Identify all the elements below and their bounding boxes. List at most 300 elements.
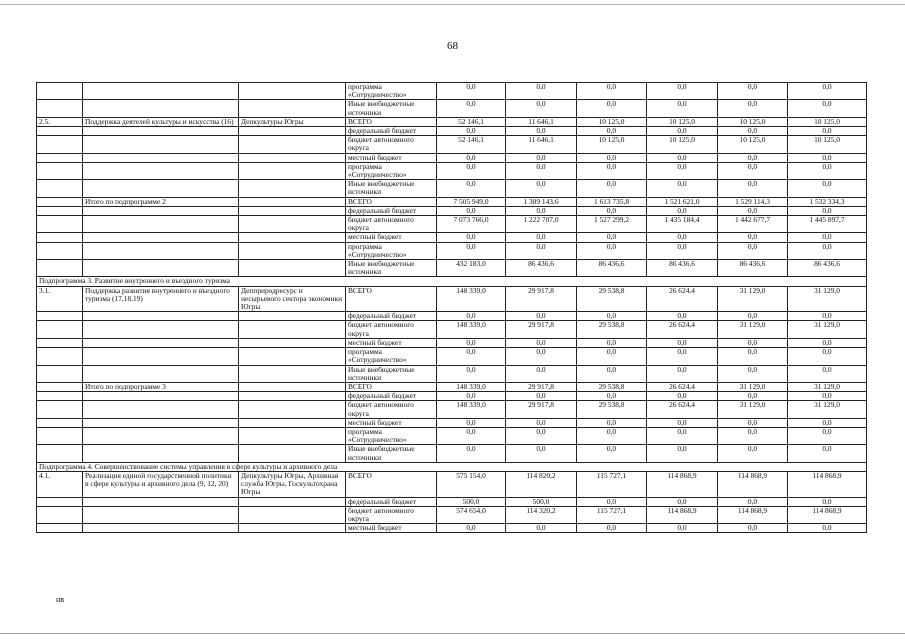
year-2019-cell: 0,0: [718, 180, 788, 197]
year-2019-cell: 31 129,0: [718, 286, 788, 312]
funding-source-cell: Иные внебюджетные источники: [346, 445, 437, 462]
table-row: [37, 127, 867, 136]
year-2016-cell: 0,0: [506, 427, 577, 444]
table-row: [37, 392, 867, 401]
year-2020-cell: 0,0: [788, 206, 867, 215]
year-2016-cell: 29 917,8: [506, 401, 577, 418]
year-2019-cell: 114 868,9: [718, 506, 788, 523]
year-2017-cell: 0,0: [577, 338, 647, 347]
responsible-cell: [239, 348, 346, 365]
funding-source-cell: Иные внебюджетные источники: [346, 180, 437, 197]
responsible-cell: [239, 162, 346, 179]
year-2017-cell: 0,0: [577, 348, 647, 365]
item-number-cell: [37, 100, 83, 117]
year-2020-cell: 0,0: [788, 392, 867, 401]
funding-source-cell: ВСЕГО: [346, 286, 437, 312]
activity-name-cell: [83, 180, 239, 197]
year-2016-cell: 11 646,1: [506, 117, 577, 126]
total-cell: 432 183,0: [437, 260, 506, 277]
activity-name-cell: [83, 100, 239, 117]
item-number-cell: [37, 197, 83, 206]
total-cell: 0,0: [437, 312, 506, 321]
year-2017-cell: 1 527 299,2: [577, 216, 647, 233]
activity-name-cell: [83, 260, 239, 277]
year-2020-cell: 0,0: [788, 524, 867, 533]
item-number-cell: [37, 127, 83, 136]
year-2020-cell: 0,0: [788, 348, 867, 365]
year-2017-cell: 10 125,0: [577, 136, 647, 153]
responsible-cell: [239, 401, 346, 418]
year-2017-cell: 29 538,8: [577, 286, 647, 312]
year-2019-cell: 0,0: [718, 445, 788, 462]
section-title: Подпрограмма 3. Развитие внутреннего и въездного туризма: [37, 277, 867, 286]
year-2020-cell: 10 125,0: [788, 136, 867, 153]
year-2017-cell: 0,0: [577, 83, 647, 100]
scan-edge-bottom: [0, 633, 905, 634]
year-2019-cell: 0,0: [718, 233, 788, 242]
year-2019-cell: 31 129,0: [718, 382, 788, 391]
total-cell: 0,0: [437, 162, 506, 179]
table-row: [37, 117, 867, 126]
year-2018-cell: 10 125,0: [647, 117, 718, 126]
table-row: [37, 445, 867, 462]
total-cell: 0,0: [437, 233, 506, 242]
item-number-cell: [37, 427, 83, 444]
funding-source-cell: программа «Сотрудничество»: [346, 83, 437, 100]
total-cell: 7 073 766,0: [437, 216, 506, 233]
year-2018-cell: 86 436,6: [647, 260, 718, 277]
year-2018-cell: 0,0: [647, 153, 718, 162]
year-2019-cell: 10 125,0: [718, 136, 788, 153]
total-cell: 52 146,1: [437, 136, 506, 153]
year-2018-cell: 0,0: [647, 392, 718, 401]
year-2018-cell: 26 624,4: [647, 286, 718, 312]
responsible-cell: Депкультуры Югры: [239, 117, 346, 126]
total-cell: 574 654,0: [437, 506, 506, 523]
total-cell: 0,0: [437, 427, 506, 444]
year-2018-cell: 0,0: [647, 180, 718, 197]
year-2018-cell: 114 868,9: [647, 506, 718, 523]
responsible-cell: [239, 206, 346, 215]
year-2020-cell: 0,0: [788, 242, 867, 259]
year-2018-cell: 0,0: [647, 127, 718, 136]
year-2020-cell: 0,0: [788, 233, 867, 242]
year-2017-cell: 86 436,6: [577, 260, 647, 277]
responsible-cell: Депприродресурс и несырьевого сектора экономики Югры: [239, 286, 346, 312]
activity-name-cell: [83, 427, 239, 444]
item-number-cell: [37, 401, 83, 418]
table-row: [37, 83, 867, 100]
year-2018-cell: 0,0: [647, 445, 718, 462]
table-row: [37, 471, 867, 497]
section-row: [37, 462, 867, 471]
year-2020-cell: 0,0: [788, 180, 867, 197]
year-2018-cell: 0,0: [647, 233, 718, 242]
year-2016-cell: 0,0: [506, 418, 577, 427]
activity-name-cell: [83, 497, 239, 506]
funding-source-cell: федеральный бюджет: [346, 392, 437, 401]
item-number-cell: 3.1.: [37, 286, 83, 312]
item-number-cell: 4.1.: [37, 471, 83, 497]
year-2018-cell: 0,0: [647, 338, 718, 347]
page-number: 68: [447, 40, 458, 52]
activity-name-cell: [83, 233, 239, 242]
item-number-cell: [37, 321, 83, 338]
responsible-cell: [239, 153, 346, 162]
table-row: [37, 524, 867, 533]
table-row: [37, 418, 867, 427]
year-2017-cell: 0,0: [577, 427, 647, 444]
activity-name-cell: [83, 506, 239, 523]
year-2020-cell: 31 129,0: [788, 382, 867, 391]
year-2016-cell: 1 309 143,6: [506, 197, 577, 206]
table-row: [37, 206, 867, 215]
footer-mark: нв: [56, 595, 65, 604]
activity-name-cell: [83, 216, 239, 233]
year-2017-cell: 0,0: [577, 153, 647, 162]
year-2019-cell: 1 442 677,7: [718, 216, 788, 233]
responsible-cell: [239, 392, 346, 401]
year-2020-cell: 0,0: [788, 127, 867, 136]
total-cell: 148 339,0: [437, 321, 506, 338]
total-cell: 148 339,0: [437, 382, 506, 391]
activity-name-cell: [83, 445, 239, 462]
year-2018-cell: 26 624,4: [647, 401, 718, 418]
year-2020-cell: 0,0: [788, 312, 867, 321]
item-number-cell: [37, 233, 83, 242]
funding-source-cell: ВСЕГО: [346, 197, 437, 206]
table-row: [37, 180, 867, 197]
total-cell: 500,0: [437, 497, 506, 506]
year-2019-cell: 1 529 114,3: [718, 197, 788, 206]
total-cell: 0,0: [437, 392, 506, 401]
item-number-cell: [37, 180, 83, 197]
table-row: [37, 136, 867, 153]
total-cell: 0,0: [437, 418, 506, 427]
year-2016-cell: 114 320,2: [506, 506, 577, 523]
year-2020-cell: 1 532 334,3: [788, 197, 867, 206]
year-2020-cell: 0,0: [788, 497, 867, 506]
year-2019-cell: 0,0: [718, 348, 788, 365]
item-number-cell: [37, 312, 83, 321]
year-2019-cell: 10 125,0: [718, 117, 788, 126]
responsible-cell: [239, 321, 346, 338]
item-number-cell: [37, 242, 83, 259]
year-2018-cell: 0,0: [647, 100, 718, 117]
item-number-cell: [37, 206, 83, 215]
funding-source-cell: Иные внебюджетные источники: [346, 260, 437, 277]
responsible-cell: [239, 506, 346, 523]
year-2018-cell: 0,0: [647, 242, 718, 259]
table-row: [37, 321, 867, 338]
item-number-cell: [37, 260, 83, 277]
activity-name-cell: [83, 418, 239, 427]
funding-source-cell: местный бюджет: [346, 233, 437, 242]
table-row: [37, 497, 867, 506]
year-2016-cell: 29 917,8: [506, 321, 577, 338]
item-number-cell: [37, 445, 83, 462]
total-cell: 148 339,0: [437, 401, 506, 418]
year-2016-cell: 29 917,8: [506, 286, 577, 312]
table-row: [37, 162, 867, 179]
funding-source-cell: федеральный бюджет: [346, 497, 437, 506]
item-number-cell: [37, 506, 83, 523]
year-2017-cell: 0,0: [577, 127, 647, 136]
funding-source-cell: ВСЕГО: [346, 382, 437, 391]
activity-name-cell: [83, 392, 239, 401]
activity-name-cell: Реализация единой государственной политики в сфере культуры и архивного дела (9, 12, 20): [83, 471, 239, 497]
item-number-cell: 2.5.: [37, 117, 83, 126]
total-cell: 0,0: [437, 100, 506, 117]
activity-name-cell: Итого по подпрограмме 3: [83, 382, 239, 391]
year-2019-cell: 114 868,9: [718, 471, 788, 497]
year-2016-cell: 0,0: [506, 206, 577, 215]
table-row: [37, 233, 867, 242]
activity-name-cell: [83, 136, 239, 153]
year-2019-cell: 0,0: [718, 242, 788, 259]
funding-source-cell: бюджет автономного округа: [346, 136, 437, 153]
year-2019-cell: 86 436,6: [718, 260, 788, 277]
table-row: [37, 153, 867, 162]
funding-source-cell: местный бюджет: [346, 418, 437, 427]
activity-name-cell: [83, 321, 239, 338]
responsible-cell: [239, 127, 346, 136]
year-2020-cell: 114 868,9: [788, 471, 867, 497]
funding-source-cell: ВСЕГО: [346, 117, 437, 126]
year-2020-cell: 1 445 897,7: [788, 216, 867, 233]
year-2019-cell: 0,0: [718, 83, 788, 100]
year-2020-cell: 31 129,0: [788, 401, 867, 418]
year-2018-cell: 1 521 621,0: [647, 197, 718, 206]
year-2020-cell: 31 129,0: [788, 286, 867, 312]
responsible-cell: Депкультуры Югры, Архивная служба Югры, Госкультохрана Югры: [239, 471, 346, 497]
activity-name-cell: Итого по подпрограмме 2: [83, 197, 239, 206]
responsible-cell: [239, 233, 346, 242]
table-row: [37, 260, 867, 277]
year-2020-cell: 0,0: [788, 153, 867, 162]
year-2017-cell: 115 727,1: [577, 471, 647, 497]
total-cell: 0,0: [437, 348, 506, 365]
year-2017-cell: 0,0: [577, 162, 647, 179]
table-row: [37, 100, 867, 117]
funding-source-cell: бюджет автономного округа: [346, 506, 437, 523]
year-2016-cell: 0,0: [506, 392, 577, 401]
activity-name-cell: [83, 83, 239, 100]
year-2016-cell: 0,0: [506, 127, 577, 136]
year-2019-cell: 31 129,0: [718, 401, 788, 418]
funding-source-cell: местный бюджет: [346, 338, 437, 347]
responsible-cell: [239, 136, 346, 153]
year-2019-cell: 0,0: [718, 162, 788, 179]
funding-source-cell: программа «Сотрудничество»: [346, 348, 437, 365]
table-row: [37, 348, 867, 365]
year-2016-cell: 86 436,6: [506, 260, 577, 277]
item-number-cell: [37, 338, 83, 347]
total-cell: 7 505 949,0: [437, 197, 506, 206]
total-cell: 0,0: [437, 206, 506, 215]
year-2019-cell: 31 129,0: [718, 321, 788, 338]
funding-source-cell: Иные внебюджетные источники: [346, 365, 437, 382]
year-2018-cell: 26 624,4: [647, 382, 718, 391]
year-2016-cell: 0,0: [506, 153, 577, 162]
year-2018-cell: 0,0: [647, 312, 718, 321]
activity-name-cell: [83, 127, 239, 136]
year-2017-cell: 0,0: [577, 100, 647, 117]
item-number-cell: [37, 153, 83, 162]
responsible-cell: [239, 216, 346, 233]
year-2020-cell: 0,0: [788, 427, 867, 444]
activity-name-cell: [83, 312, 239, 321]
year-2019-cell: 0,0: [718, 206, 788, 215]
item-number-cell: [37, 83, 83, 100]
responsible-cell: [239, 497, 346, 506]
year-2017-cell: 0,0: [577, 392, 647, 401]
item-number-cell: [37, 216, 83, 233]
year-2017-cell: 10 125,0: [577, 117, 647, 126]
funding-source-cell: федеральный бюджет: [346, 206, 437, 215]
year-2017-cell: 1 613 735,8: [577, 197, 647, 206]
year-2017-cell: 0,0: [577, 524, 647, 533]
year-2016-cell: 29 917,8: [506, 382, 577, 391]
item-number-cell: [37, 162, 83, 179]
year-2018-cell: 0,0: [647, 83, 718, 100]
year-2017-cell: 0,0: [577, 497, 647, 506]
responsible-cell: [239, 382, 346, 391]
year-2016-cell: 0,0: [506, 233, 577, 242]
year-2017-cell: 0,0: [577, 418, 647, 427]
year-2020-cell: 0,0: [788, 162, 867, 179]
scan-edge-top: [0, 4, 905, 5]
responsible-cell: [239, 83, 346, 100]
year-2018-cell: 0,0: [647, 162, 718, 179]
year-2016-cell: 0,0: [506, 445, 577, 462]
year-2017-cell: 29 538,8: [577, 401, 647, 418]
responsible-cell: [239, 365, 346, 382]
budget-table-body: [37, 83, 867, 533]
responsible-cell: [239, 312, 346, 321]
year-2017-cell: 0,0: [577, 445, 647, 462]
funding-source-cell: местный бюджет: [346, 524, 437, 533]
total-cell: 0,0: [437, 242, 506, 259]
responsible-cell: [239, 100, 346, 117]
total-cell: 0,0: [437, 524, 506, 533]
year-2018-cell: 0,0: [647, 206, 718, 215]
year-2017-cell: 0,0: [577, 180, 647, 197]
total-cell: 0,0: [437, 83, 506, 100]
responsible-cell: [239, 338, 346, 347]
table-row: [37, 312, 867, 321]
total-cell: 0,0: [437, 338, 506, 347]
year-2019-cell: 0,0: [718, 497, 788, 506]
year-2016-cell: 1 222 707,0: [506, 216, 577, 233]
table-row: [37, 506, 867, 523]
total-cell: 0,0: [437, 127, 506, 136]
table-row: [37, 242, 867, 259]
year-2020-cell: 0,0: [788, 365, 867, 382]
year-2019-cell: 0,0: [718, 100, 788, 117]
item-number-cell: [37, 365, 83, 382]
item-number-cell: [37, 418, 83, 427]
year-2017-cell: 0,0: [577, 365, 647, 382]
activity-name-cell: [83, 206, 239, 215]
responsible-cell: [239, 180, 346, 197]
activity-name-cell: [83, 242, 239, 259]
funding-source-cell: программа «Сотрудничество»: [346, 427, 437, 444]
year-2020-cell: 0,0: [788, 445, 867, 462]
activity-name-cell: [83, 162, 239, 179]
item-number-cell: [37, 348, 83, 365]
year-2020-cell: 86 436,6: [788, 260, 867, 277]
item-number-cell: [37, 524, 83, 533]
activity-name-cell: [83, 401, 239, 418]
funding-source-cell: Иные внебюджетные источники: [346, 100, 437, 117]
year-2016-cell: 0,0: [506, 83, 577, 100]
activity-name-cell: [83, 338, 239, 347]
year-2016-cell: 0,0: [506, 242, 577, 259]
funding-source-cell: федеральный бюджет: [346, 312, 437, 321]
year-2018-cell: 0,0: [647, 418, 718, 427]
funding-source-cell: местный бюджет: [346, 153, 437, 162]
year-2020-cell: 114 868,9: [788, 506, 867, 523]
year-2016-cell: 0,0: [506, 348, 577, 365]
year-2016-cell: 0,0: [506, 365, 577, 382]
activity-name-cell: Поддержка деятелей культуры и искусства (16): [83, 117, 239, 126]
activity-name-cell: [83, 365, 239, 382]
budget-table: [36, 82, 867, 533]
year-2016-cell: 11 646,1: [506, 136, 577, 153]
year-2020-cell: 0,0: [788, 418, 867, 427]
total-cell: 575 154,0: [437, 471, 506, 497]
year-2016-cell: 0,0: [506, 524, 577, 533]
year-2018-cell: 1 435 184,4: [647, 216, 718, 233]
year-2016-cell: 0,0: [506, 312, 577, 321]
year-2020-cell: 0,0: [788, 83, 867, 100]
year-2018-cell: 26 624,4: [647, 321, 718, 338]
year-2020-cell: 31 129,0: [788, 321, 867, 338]
item-number-cell: [37, 382, 83, 391]
year-2020-cell: 0,0: [788, 338, 867, 347]
activity-name-cell: [83, 348, 239, 365]
year-2019-cell: 0,0: [718, 312, 788, 321]
year-2019-cell: 0,0: [718, 524, 788, 533]
year-2018-cell: 114 868,9: [647, 471, 718, 497]
year-2016-cell: 114 820,2: [506, 471, 577, 497]
funding-source-cell: ВСЕГО: [346, 471, 437, 497]
table-row: [37, 216, 867, 233]
year-2017-cell: 0,0: [577, 242, 647, 259]
total-cell: 148 339,0: [437, 286, 506, 312]
activity-name-cell: [83, 153, 239, 162]
item-number-cell: [37, 497, 83, 506]
funding-source-cell: федеральный бюджет: [346, 127, 437, 136]
responsible-cell: [239, 427, 346, 444]
year-2016-cell: 0,0: [506, 100, 577, 117]
year-2017-cell: 29 538,8: [577, 382, 647, 391]
funding-source-cell: программа «Сотрудничество»: [346, 242, 437, 259]
funding-source-cell: программа «Сотрудничество»: [346, 162, 437, 179]
year-2016-cell: 500,0: [506, 497, 577, 506]
year-2018-cell: 0,0: [647, 497, 718, 506]
section-title: Подпрограмма 4. Совершенствование системы управления в сфере культуры и архивного дела: [37, 462, 867, 471]
year-2019-cell: 0,0: [718, 365, 788, 382]
funding-source-cell: бюджет автономного округа: [346, 321, 437, 338]
total-cell: 52 146,1: [437, 117, 506, 126]
table-row: [37, 338, 867, 347]
item-number-cell: [37, 392, 83, 401]
table-row: [37, 382, 867, 391]
year-2019-cell: 0,0: [718, 127, 788, 136]
year-2017-cell: 0,0: [577, 312, 647, 321]
